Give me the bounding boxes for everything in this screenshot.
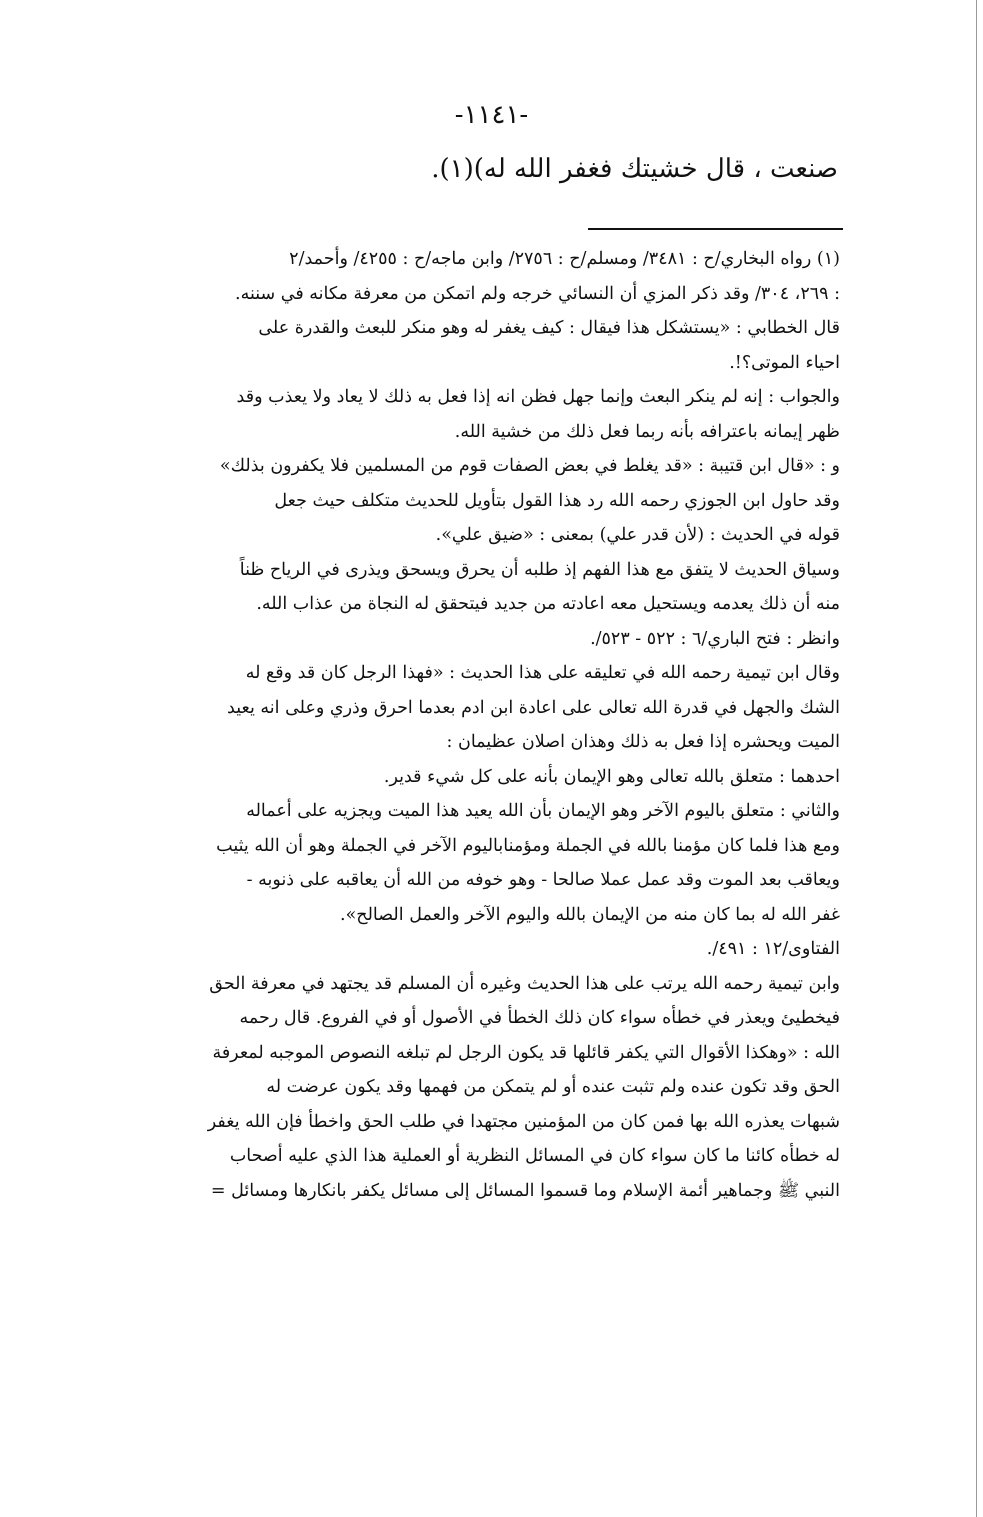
scan-edge-line: [976, 0, 977, 1517]
footnote-line: احدهما : متعلق بالله تعالى وهو الإيمان بأنه على كل شيء قدير.: [383, 766, 840, 787]
footnote-line: احياء الموتى؟!.: [729, 352, 840, 373]
footnote-line: الفتاوى/١٢ : ٤٩١/.: [706, 939, 840, 959]
footnote-line: ويعاقب بعد الموت وقد عمل عملا صالحا - وهو خوفه من الله أن يعاقبه على ذنوبه -: [246, 870, 840, 890]
footnote-line: والجواب : إنه لم ينكر البعث وإنما جهل فظن انه إذا فعل به ذلك لا يعاد ولا يعذب وقد: [236, 387, 840, 407]
footnote-line: منه أن ذلك يعدمه ويستحيل معه اعادته من جديد فيتحقق له النجاة من عذاب الله.: [256, 594, 840, 614]
footnote-line: الشك والجهل في قدرة الله تعالى على اعادة ابن ادم بعدما احرق وذري وعلى انه يعيد: [227, 697, 840, 718]
footnote-line: الله : «وهكذا الأقوال التي يكفر قائلها قد يكون الرجل لم تبلغه النصوص الموجبه لمعرفة: [212, 1042, 840, 1063]
footnote-line: قال الخطابي : «يستشكل هذا فيقال : كيف يغفر له وهو منكر للبعث والقدرة على: [258, 318, 840, 338]
footnote-line: غفر الله له بما كان منه من الإيمان بالله واليوم الآخر والعمل الصالح».: [340, 904, 840, 925]
footnote-line: وقد حاول ابن الجوزي رحمه الله رد هذا القول بتأويل للحديث متكلف حيث جعل: [274, 490, 840, 511]
footnote-line: : ٢٦٩، ٣٠٤/ وقد ذكر المزي أن النسائي خرجه ولم اتمكن من معرفة مكانه في سننه.: [235, 283, 840, 304]
footnote-line: والثاني : متعلق باليوم الآخر وهو الإيمان بأن الله يعيد هذا الميت ويجزيه على أعماله: [246, 801, 840, 821]
footnote-line: وسياق الحديث لا يتفق مع هذا الفهم إذ طلبه أن يحرق ويسحق ويذرى في الرياح ظناً: [239, 559, 840, 580]
footnote-line: وقال ابن تيمية رحمه الله في تعليقه على هذا الحديث : «فهذا الرجل كان قد وقع له: [245, 663, 840, 683]
footnote-line: فيخطيئ ويعذر في خطأه سواء كان ذلك الخطأ في الأصول أو في الفروع. قال رحمه: [239, 1008, 840, 1028]
footnote-line: ظهر إيمانه باعترافه بأنه ربما فعل ذلك من خشية الله.: [454, 421, 840, 442]
footnote-line: ومع هذا فلما كان مؤمنا بالله في الجملة ومؤمناباليوم الآخر في الجملة وهو أن الله يثيب: [216, 835, 840, 856]
footnotes: [155, 242, 840, 1208]
footnote-line: شبهات يعذره الله بها فمن كان من المؤمنين مجتهدا في طلب الحق واخطأ فإن الله يغفر: [207, 1111, 840, 1132]
footnote-separator: [588, 228, 843, 230]
footnote-line: النبي ﷺ وجماهير أئمة الإسلام وما قسموا المسائل إلى مسائل يكفر بانكارها ومسائل =: [210, 1180, 840, 1201]
footnote-line: الميت ويحشره إذا فعل به ذلك وهذان اصلان عظيمان :: [446, 732, 840, 752]
page-number: -١١٤١-: [454, 100, 529, 130]
footnote-line: وانظر : فتح الباري/٦ : ٥٢٢ - ٥٢٣/.: [590, 628, 840, 649]
footnote-line: الحق وقد تكون عنده ولم تثبت عنده أو لم يتمكن من فهمها وقد يكون عرضت له: [266, 1077, 840, 1097]
footnote-line: وابن تيمية رحمه الله يرتب على هذا الحديث وغيره أن المسلم قد يجتهد في معرفة الحق: [209, 973, 840, 994]
footnote-line: له خطأه كائنا ما كان سواء كان في المسائل النظرية أو العملية هذا الذي عليه أصحاب: [229, 1146, 840, 1166]
footnote-line: قوله في الحديث : (لأن قدر علي) بمعنى : «ضيق علي».: [435, 525, 840, 545]
footnote-line: (١) رواه البخاري/ح : ٣٤٨١/ ومسلم/ح : ٢٧٥٦/ وابن ماجه/ح : ٤٢٥٥/ وأحمد/٢: [289, 249, 840, 269]
footnote-line: و : «قال ابن قتيبة : «قد يغلط في بعض الصفات قوم من المسلمين فلا يكفرون بذلك»: [219, 456, 840, 476]
body-text: صنعت ، قال خشيتك فغفر الله له)(١).: [431, 154, 838, 184]
